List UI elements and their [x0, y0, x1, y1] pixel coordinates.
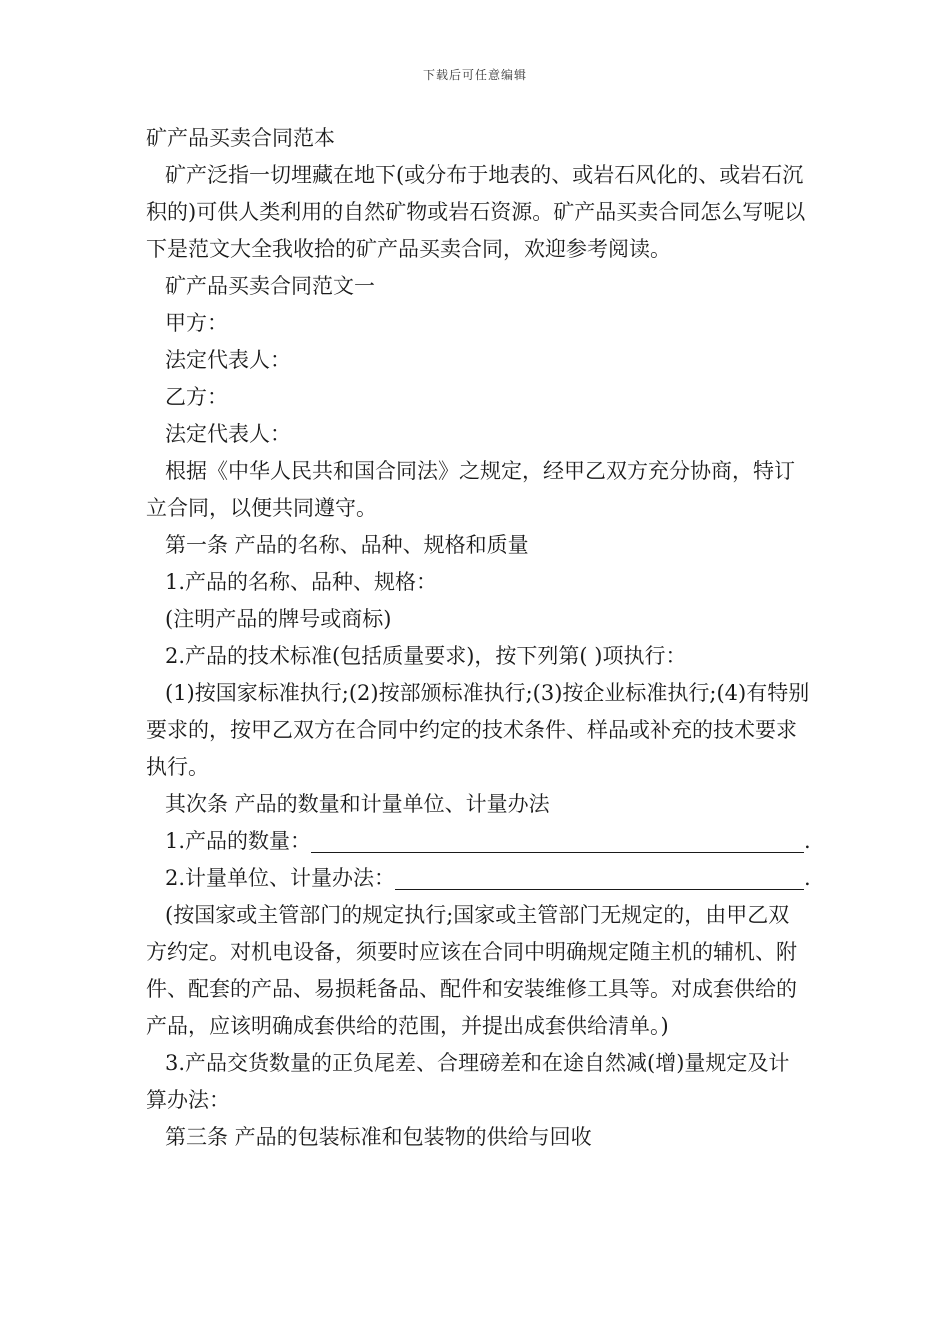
article-3-title: 第三条 产品的包装标准和包装物的供给与回收 [165, 1125, 592, 1149]
article-1-title: 第一条 产品的名称、品种、规格和质量 [165, 533, 529, 557]
article-1-item-1: 1.产品的名称、品种、规格： [165, 570, 438, 594]
party-a-line: 甲方： [165, 311, 228, 335]
article-2-item-1 [146, 823, 810, 860]
preamble-paragraph: 根据《中华人民共和国合同法》之规定，经甲乙双方充分协商，特订立合同，以便共同遵守。 [146, 459, 795, 520]
intro-paragraph: 矿产泛指一切埋藏在地下(或分布于地表的、或岩石风化的、或岩石沉积的)可供人类利用的自然矿物或岩石资源。矿产品买卖合同怎么写呢以下是范文大全我收拾的矿产品买卖合同，欢迎参考阅读。 [146, 163, 806, 261]
party-b-line: 乙方： [165, 385, 228, 409]
article-2-title: 其次条 产品的数量和计量单位、计量办法 [165, 792, 550, 816]
article-2-item-2-label: 2.计量单位、计量办法： [165, 866, 396, 890]
article-1-item-2: 2.产品的技术标准(包括质量要求)，按下列第( )项执行： [165, 644, 687, 668]
document-title: 矿产品买卖合同范本 [146, 126, 335, 150]
article-1-item-2-detail: (1)按国家标准执行;(2)按部颁标准执行;(3)按企业标准执行;(4)有特别要求的，按甲乙双方在合同中约定的技术条件、样品或补充的技术要求执行。 [146, 681, 810, 779]
article-1-item-1-note: (注明产品的牌号或商标) [165, 607, 392, 631]
article-2-item-1-label: 1.产品的数量： [165, 829, 312, 853]
article-2-note: (按国家或主管部门的规定执行;国家或主管部门无规定的，由甲乙双方约定。对机电设备，须要时应该在合同中明确规定随主机的辅机、附件、配套的产品、易损耗备品、配件和安装维修工具等。对成套供给的产品，应该明确成套供给的范围，并提出成套供给清单。) [146, 903, 797, 1038]
page-header-note: 下载后可任意编辑 [422, 68, 527, 82]
document-body [146, 120, 810, 1156]
party-b-rep-line: 法定代表人： [165, 422, 291, 446]
party-a-rep-line: 法定代表人： [165, 348, 291, 372]
section-title: 矿产品买卖合同范文一 [165, 274, 375, 298]
article-2-item-2-end: . [804, 866, 811, 890]
article-2-item-3: 3.产品交货数量的正负尾差、合理磅差和在途自然减(增)量规定及计算办法： [146, 1051, 790, 1112]
measurement-blank-line [395, 865, 804, 890]
article-2-item-2 [146, 860, 810, 897]
quantity-blank-line [311, 828, 804, 853]
article-2-item-1-end: . [804, 829, 811, 853]
